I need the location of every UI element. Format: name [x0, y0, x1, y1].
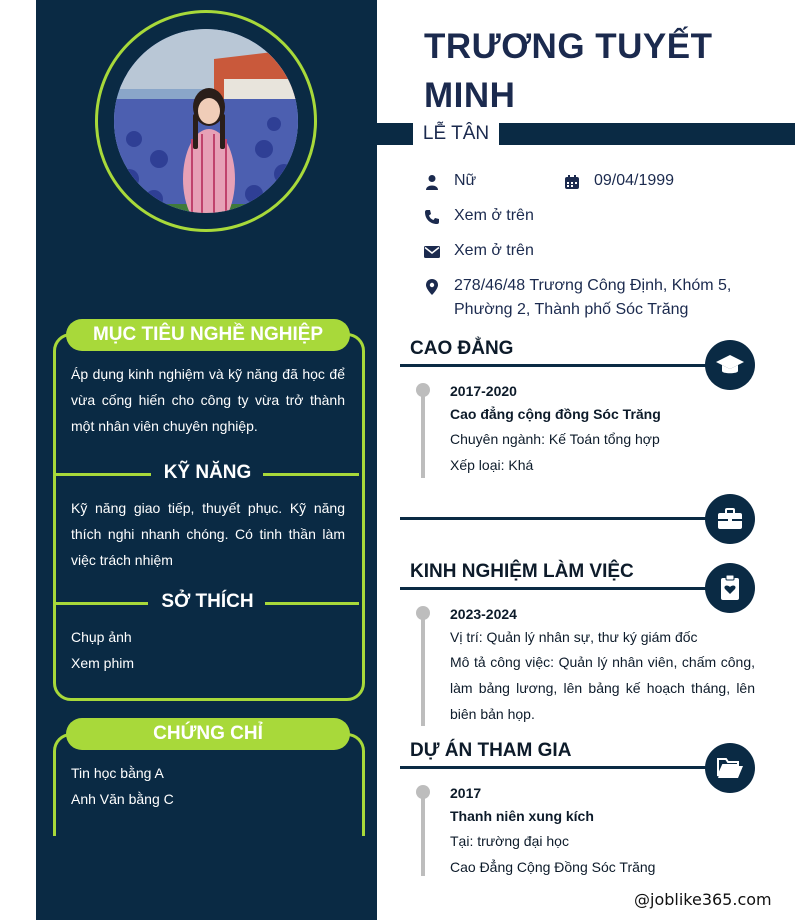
dob-row [564, 172, 674, 193]
certificates-heading: CHỨNG CHỈ [66, 718, 350, 750]
phone-row [424, 207, 534, 228]
section-divider [400, 587, 715, 590]
avatar [114, 29, 298, 213]
skills-heading-wrap [56, 462, 359, 484]
experience-heading: KINH NGHIỆM LÀM VIỆC [410, 561, 634, 582]
location-pin-icon [424, 279, 440, 295]
address-row [424, 277, 744, 322]
avatar-frame [95, 10, 317, 232]
divider [263, 473, 359, 476]
education-grade: Xếp loại: Khá [450, 457, 534, 473]
user-icon [424, 174, 440, 190]
job-title: LỄ TÂN [413, 118, 499, 150]
education-period: 2017-2020 [450, 383, 517, 399]
objective-text: Áp dụng kinh nghiệm và kỹ năng đã học để vừa cống hiến cho công ty vừa trở thành một nhân viên chuyên nghiệp. [71, 366, 345, 434]
divider [265, 602, 359, 605]
phone-value: Xem ở trên [454, 207, 534, 224]
section-divider [400, 766, 715, 769]
section-divider [400, 364, 715, 367]
project-org: Cao Đẳng Cộng Đồng Sóc Trăng [450, 859, 656, 875]
skills-text: Kỹ năng giao tiếp, thuyết phục. Kỹ năng thích nghi nhanh chóng. Có tinh thần làm việc trách nhiệm [71, 500, 345, 568]
hobby-item: Xem phim [71, 655, 135, 671]
timeline-bar [421, 613, 425, 726]
footer-watermark: @joblike365.com [634, 890, 772, 909]
timeline-bar [421, 390, 425, 478]
gender-value: Nữ [454, 172, 477, 189]
email-value: Xem ở trên [454, 242, 534, 259]
education-heading: CAO ĐẲNG [410, 338, 514, 359]
section-divider [400, 517, 715, 520]
project-place: Tại: trường đại học [450, 833, 569, 849]
projects-heading: DỰ ÁN THAM GIA [410, 740, 572, 761]
objective-heading: MỤC TIÊU NGHỀ NGHIỆP [66, 319, 350, 351]
briefcase-icon [705, 494, 755, 544]
certificate-item: Anh Văn bằng C [71, 791, 174, 807]
skills-heading: KỸ NĂNG [163, 462, 252, 483]
education-school: Cao đẳng cộng đồng Sóc Trăng [450, 406, 661, 422]
gender-row [424, 172, 476, 193]
dob-value: 09/04/1999 [594, 172, 675, 189]
experience-position: Vị trí: Quản lý nhân sự, thư ký giám đốc [450, 629, 698, 645]
experience-description: Mô tả công việc: Quản lý nhân viên, chấm công, làm bảng lương, lên bảng kế hoạch tháng, lên biên bản họp. [450, 654, 755, 722]
candidate-name: TRƯƠNG TUYẾT MINH [424, 27, 713, 115]
email-row [424, 242, 534, 263]
phone-icon [424, 209, 440, 225]
hobby-item: Chụp ảnh [71, 629, 132, 645]
calendar-icon [564, 174, 580, 190]
hobbies-heading-wrap [56, 591, 359, 613]
address-value: 278/46/48 Trương Công Định, Khóm 5, Phường 2, Thành phố Sóc Trăng [454, 277, 732, 318]
hobbies-heading: SỞ THÍCH [161, 591, 254, 612]
education-major: Chuyên ngành: Kế Toán tổng hợp [450, 431, 660, 447]
certificate-item: Tin học bằng A [71, 765, 164, 781]
project-year: 2017 [450, 785, 482, 801]
experience-period: 2023-2024 [450, 606, 517, 622]
timeline-bar [421, 792, 425, 876]
divider [56, 473, 151, 476]
divider [56, 602, 148, 605]
envelope-icon [424, 244, 440, 260]
project-name: Thanh niên xung kích [450, 808, 594, 824]
